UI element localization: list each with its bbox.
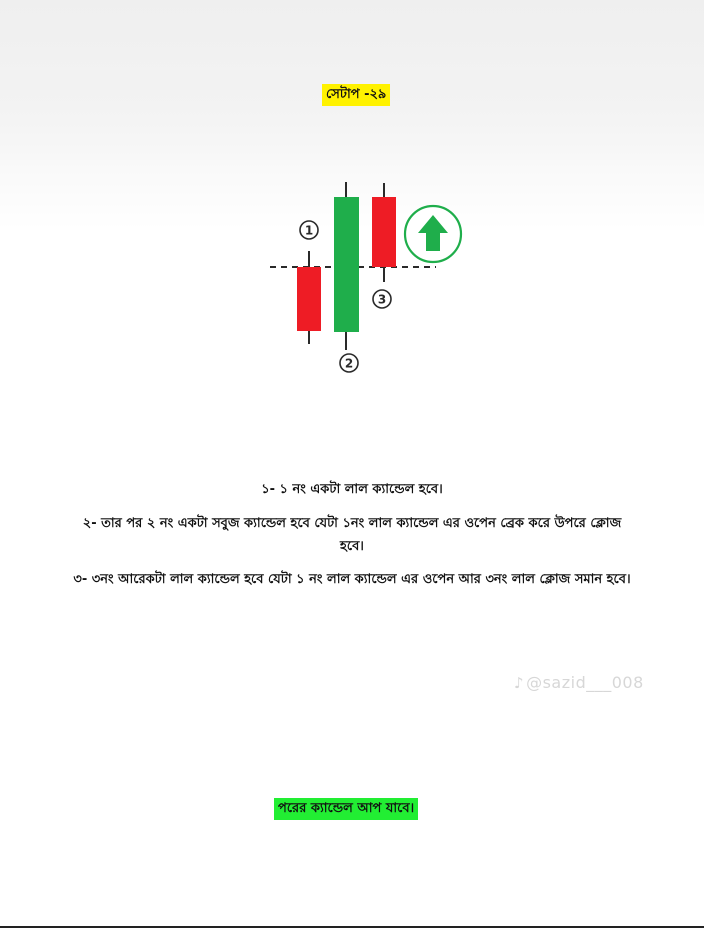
candlestick-diagram	[260, 176, 480, 382]
candle-1-body	[297, 267, 321, 331]
rule-3-text: ৩- ৩নং আরেকটা লাল ক্যান্ডেল হবে যেটা ১ নং লাল ক্যান্ডেল এর ওপেন আর ৩নং লাল ক্লোজ সমান হবে।	[73, 572, 631, 587]
candle-2-body	[334, 197, 359, 332]
up-arrow-icon	[405, 206, 461, 262]
marker-3-label: 3	[377, 292, 387, 307]
footer-note-badge: পরের ক্যান্ডেল আপ যাবে।	[274, 798, 418, 820]
rule-2-text: ২- তার পর ২ নং একটা সবুজ ক্যান্ডেল হবে যেটা ১নং লাল ক্যান্ডেল এর ওপেন ব্রেক করে উপরে ক্লোজ হবে।	[82, 516, 622, 554]
rule-1-text: ১- ১ নং একটা লাল ক্যান্ডেল হবে।	[261, 482, 443, 497]
candlestick-svg	[260, 176, 480, 382]
marker-3	[373, 290, 391, 308]
tiktok-icon: ♪	[514, 674, 525, 692]
marker-2	[340, 354, 358, 372]
marker-1-label: 1	[304, 223, 314, 238]
setup-title-badge: সেটাপ -২৯	[322, 84, 390, 106]
marker-1	[300, 221, 318, 239]
watermark-handle: @sazid___008	[526, 673, 644, 692]
marker-2-label: 2	[344, 356, 354, 371]
tiktok-watermark	[514, 673, 644, 692]
candle-3-body	[372, 197, 396, 267]
